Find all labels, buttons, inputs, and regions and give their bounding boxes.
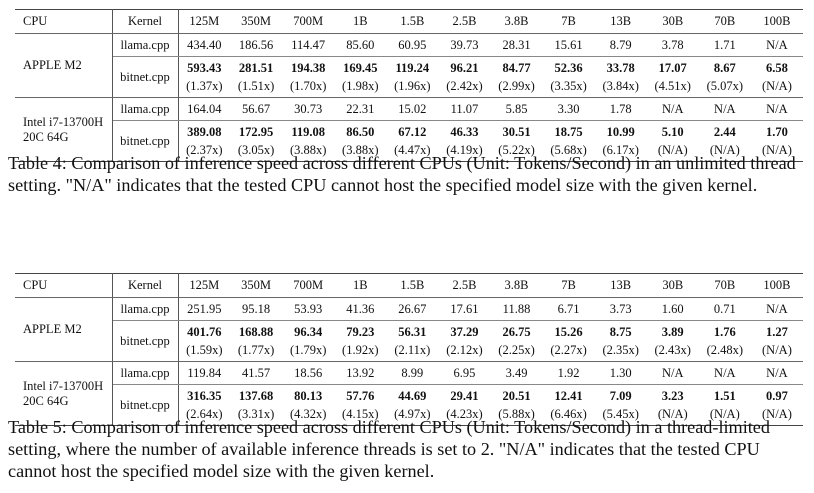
llama-value: N/A (699, 362, 751, 385)
column-header: 70B (699, 274, 751, 298)
table-row-llama (15, 362, 803, 385)
bitnet-cell (595, 321, 647, 362)
cpu-name-line: APPLE M2 (23, 322, 82, 336)
speedup-ratio: (N/A) (762, 78, 792, 93)
column-header: 1B (334, 274, 386, 298)
table-row-llama (15, 98, 803, 121)
column-header: 700M (282, 274, 334, 298)
speedup-ratio: (2.37x) (186, 142, 223, 157)
bitnet-cell (282, 321, 334, 362)
speedup-ratio: (N/A) (657, 142, 688, 157)
cpu-name-line: Intel i7-13700H (23, 114, 104, 129)
speedup-ratio: (N/A) (762, 406, 792, 421)
speedup-ratio: (2.11x) (394, 342, 431, 357)
speedup-ratio: (5.68x) (550, 142, 587, 157)
bitnet-value: 2.44 (713, 124, 736, 139)
bitnet-cell (386, 57, 438, 98)
llama-value: 186.56 (230, 34, 282, 57)
speedup-ratio: (1.98x) (342, 78, 379, 93)
bitnet-value: 5.10 (661, 124, 684, 139)
bitnet-value: 3.89 (661, 324, 684, 339)
speedup-ratio: (1.59x) (186, 342, 223, 357)
kernel-label: bitnet.cpp (112, 121, 178, 162)
speedup-ratio: (2.43x) (654, 342, 691, 357)
column-header: 350M (230, 274, 282, 298)
bitnet-cell (230, 57, 282, 98)
speedup-ratio: (2.99x) (498, 78, 535, 93)
llama-value: 17.61 (438, 298, 490, 321)
llama-value: 251.95 (178, 298, 230, 321)
kernel-label: bitnet.cpp (112, 385, 178, 426)
bitnet-value: 119.24 (395, 60, 430, 75)
llama-value: 1.78 (595, 98, 647, 121)
bitnet-value: 26.75 (502, 324, 531, 339)
speedup-ratio: (5.07x) (706, 78, 744, 93)
kernel-label: llama.cpp (112, 34, 178, 57)
header-row (15, 10, 803, 34)
column-header: 13B (595, 274, 647, 298)
speedup-ratio: (2.64x) (186, 406, 223, 421)
bitnet-value: 0.97 (765, 388, 788, 403)
speedup-ratio: (3.88x) (342, 142, 379, 157)
speedup-ratio: (4.97x) (394, 406, 431, 421)
bitnet-value: 1.51 (713, 388, 736, 403)
table-5-grid (15, 273, 803, 426)
llama-value: 1.60 (647, 298, 699, 321)
bitnet-cell (230, 321, 282, 362)
llama-value: 3.49 (490, 362, 542, 385)
llama-value: 11.07 (438, 98, 490, 121)
llama-value: 8.99 (386, 362, 438, 385)
bitnet-value: 8.75 (609, 324, 632, 339)
header-row (15, 274, 803, 298)
bitnet-value: 56.31 (398, 324, 427, 339)
bitnet-value: 168.88 (238, 324, 274, 339)
bitnet-value: 10.99 (606, 124, 635, 139)
bitnet-value: 1.76 (713, 324, 736, 339)
kernel-label: llama.cpp (112, 362, 178, 385)
bitnet-value: 96.21 (450, 60, 479, 75)
bitnet-value: 1.27 (765, 324, 788, 339)
kernel-label: bitnet.cpp (112, 321, 178, 362)
bitnet-value: 52.36 (554, 60, 583, 75)
speedup-ratio: (1.96x) (394, 78, 431, 93)
bitnet-cell (647, 57, 699, 98)
column-header: Kernel (112, 10, 178, 34)
column-header: 700M (282, 10, 334, 34)
speedup-ratio: (4.51x) (654, 78, 691, 93)
llama-value: 8.79 (595, 34, 647, 57)
llama-value: 119.84 (178, 362, 230, 385)
bitnet-value: 8.67 (713, 60, 736, 75)
llama-value: 30.73 (282, 98, 334, 121)
bitnet-value: 12.41 (554, 388, 583, 403)
llama-value: 1.92 (543, 362, 595, 385)
llama-value: 41.57 (230, 362, 282, 385)
bitnet-cell (178, 57, 230, 98)
column-header: 7B (543, 274, 595, 298)
column-header: 30B (647, 10, 699, 34)
bitnet-cell (490, 321, 542, 362)
speedup-ratio: (2.25x) (498, 342, 535, 357)
llama-value: 11.88 (490, 298, 542, 321)
bitnet-value: 96.34 (294, 324, 323, 339)
cpu-name (15, 34, 112, 98)
bitnet-cell (490, 57, 542, 98)
bitnet-value: 33.78 (606, 60, 635, 75)
llama-value: N/A (647, 362, 699, 385)
speedup-ratio: (5.45x) (602, 406, 639, 421)
column-header: 13B (595, 10, 647, 34)
speedup-ratio: (N/A) (762, 342, 792, 357)
bitnet-value: 172.95 (238, 124, 274, 139)
bitnet-cell (334, 321, 386, 362)
bitnet-value: 67.12 (398, 124, 427, 139)
llama-value: N/A (751, 34, 803, 57)
cpu-name (15, 298, 112, 362)
bitnet-cell (751, 321, 803, 362)
llama-value: N/A (647, 98, 699, 121)
bitnet-value: 57.76 (346, 388, 375, 403)
bitnet-value: 169.45 (343, 60, 378, 75)
speedup-ratio: (1.79x) (289, 342, 327, 357)
bitnet-cell (543, 321, 595, 362)
llama-value: 114.47 (282, 34, 334, 57)
llama-value: N/A (751, 98, 803, 121)
bitnet-value: 6.58 (765, 60, 788, 75)
bitnet-value: 86.50 (346, 124, 375, 139)
table-row-bitnet (15, 57, 803, 98)
speedup-ratio: (4.23x) (446, 406, 483, 421)
llama-value: 164.04 (178, 98, 230, 121)
column-header: 350M (230, 10, 282, 34)
bitnet-cell (751, 57, 803, 98)
speedup-ratio: (4.15x) (342, 406, 379, 421)
column-header: 2.5B (438, 274, 490, 298)
speedup-ratio: (2.48x) (706, 342, 744, 357)
speedup-ratio: (1.92x) (342, 342, 379, 357)
column-header: CPU (15, 274, 112, 298)
llama-value: 3.78 (647, 34, 699, 57)
llama-value: 6.71 (543, 298, 595, 321)
table-row-llama (15, 34, 803, 57)
llama-value: N/A (751, 298, 803, 321)
column-header: CPU (15, 10, 112, 34)
bitnet-cell (699, 321, 751, 362)
llama-value: 3.30 (543, 98, 595, 121)
bitnet-value: 3.23 (661, 388, 684, 403)
column-header: 1.5B (386, 10, 438, 34)
bitnet-cell (178, 321, 230, 362)
bitnet-value: 30.51 (502, 124, 531, 139)
bitnet-value: 79.23 (346, 324, 375, 339)
llama-value: 434.40 (178, 34, 230, 57)
bitnet-value: 46.33 (450, 124, 479, 139)
bitnet-value: 401.76 (187, 324, 222, 339)
column-header: 3.8B (490, 274, 542, 298)
column-header: 2.5B (438, 10, 490, 34)
column-header: 70B (699, 10, 751, 34)
llama-value: 1.71 (699, 34, 751, 57)
llama-value: 41.36 (334, 298, 386, 321)
table-row-bitnet (15, 321, 803, 362)
bitnet-cell (386, 321, 438, 362)
cpu-name-line: Intel i7-13700H (23, 378, 104, 393)
llama-value: 3.73 (595, 298, 647, 321)
column-header: 30B (647, 274, 699, 298)
column-header: 1.5B (386, 274, 438, 298)
speedup-ratio: (3.05x) (237, 142, 275, 157)
llama-value: 53.93 (282, 298, 334, 321)
bitnet-cell (334, 57, 386, 98)
cpu-name-line: 20C 64G (23, 393, 69, 408)
llama-value: 15.02 (386, 98, 438, 121)
bitnet-value: 281.51 (238, 60, 274, 75)
llama-value: 95.18 (230, 298, 282, 321)
bitnet-value: 17.07 (658, 60, 687, 75)
column-header: 3.8B (490, 10, 542, 34)
speedup-ratio: (2.42x) (446, 78, 483, 93)
speedup-ratio: (4.19x) (446, 142, 483, 157)
speedup-ratio: (3.84x) (602, 78, 639, 93)
speedup-ratio: (6.17x) (602, 142, 639, 157)
speedup-ratio: (1.77x) (237, 342, 275, 357)
llama-value: 1.30 (595, 362, 647, 385)
bitnet-cell (282, 57, 334, 98)
speedup-ratio: (N/A) (762, 142, 792, 157)
speedup-ratio: (3.88x) (289, 142, 327, 157)
table-row-llama (15, 298, 803, 321)
bitnet-value: 15.26 (554, 324, 583, 339)
column-header: 1B (334, 10, 386, 34)
llama-value: 39.73 (438, 34, 490, 57)
speedup-ratio: (N/A) (657, 406, 688, 421)
bitnet-value: 18.75 (554, 124, 583, 139)
bitnet-value: 389.08 (187, 124, 222, 139)
kernel-label: llama.cpp (112, 298, 178, 321)
speedup-ratio: (5.88x) (498, 406, 535, 421)
column-header: 7B (543, 10, 595, 34)
llama-value: 28.31 (490, 34, 542, 57)
table-5-caption: Table 5: Comparison of inference speed across different CPUs (Unit: Tokens/Second) in a thread-limited setting, where the number of available inference threads is set to 2. "N/A" indicates that the tested CPU cannot host the specified model size with the given kernel. (8, 417, 770, 481)
speedup-ratio: (2.12x) (446, 342, 483, 357)
bitnet-value: 29.41 (450, 388, 479, 403)
speedup-ratio: (6.46x) (550, 406, 587, 421)
bitnet-value: 84.77 (502, 60, 531, 75)
speedup-ratio: (4.32x) (289, 406, 327, 421)
bitnet-cell (543, 57, 595, 98)
bitnet-cell (699, 57, 751, 98)
llama-value: 26.67 (386, 298, 438, 321)
bitnet-value: 37.29 (450, 324, 479, 339)
speedup-ratio: (1.70x) (289, 78, 327, 93)
bitnet-cell (438, 57, 490, 98)
table-4-grid (15, 9, 803, 162)
speedup-ratio: (4.47x) (394, 142, 431, 157)
speedup-ratio: (N/A) (709, 406, 740, 421)
llama-value: 56.67 (230, 98, 282, 121)
table-4-caption: Table 4: Comparison of inference speed across different CPUs (Unit: Tokens/Second) in an unlimited thread setting. "N/A" indicates that the tested CPU cannot host the specified model size with the given kernel. (8, 153, 796, 195)
llama-value: 60.95 (386, 34, 438, 57)
bitnet-value: 20.51 (502, 388, 531, 403)
bitnet-value: 80.13 (294, 388, 323, 403)
bitnet-value: 316.35 (187, 388, 222, 403)
llama-value: 6.95 (438, 362, 490, 385)
speedup-ratio: (2.35x) (602, 342, 639, 357)
bitnet-cell (595, 57, 647, 98)
bitnet-value: 593.43 (187, 60, 222, 75)
bitnet-cell (438, 321, 490, 362)
bitnet-value: 44.69 (398, 388, 427, 403)
bitnet-cell (647, 321, 699, 362)
speedup-ratio: (1.37x) (186, 78, 223, 93)
cpu-name-line: APPLE M2 (23, 58, 82, 72)
column-header: Kernel (112, 274, 178, 298)
column-header: 125M (178, 274, 230, 298)
bitnet-value: 7.09 (609, 388, 632, 403)
speedup-ratio: (2.27x) (550, 342, 587, 357)
column-header: 100B (751, 274, 803, 298)
kernel-label: bitnet.cpp (112, 57, 178, 98)
llama-value: 5.85 (490, 98, 542, 121)
table-4 (15, 9, 803, 162)
llama-value: 0.71 (699, 298, 751, 321)
llama-value: 22.31 (334, 98, 386, 121)
table-5 (15, 273, 803, 426)
llama-value: N/A (751, 362, 803, 385)
bitnet-value: 1.70 (765, 124, 788, 139)
speedup-ratio: (1.51x) (237, 78, 275, 93)
speedup-ratio: (5.22x) (498, 142, 535, 157)
llama-value: N/A (699, 98, 751, 121)
column-header: 100B (751, 10, 803, 34)
speedup-ratio: (3.35x) (550, 78, 587, 93)
cpu-name-line: 20C 64G (23, 129, 69, 144)
speedup-ratio: (3.31x) (237, 406, 275, 421)
bitnet-value: 137.68 (238, 388, 274, 403)
kernel-label: llama.cpp (112, 98, 178, 121)
llama-value: 85.60 (334, 34, 386, 57)
llama-value: 13.92 (334, 362, 386, 385)
column-header: 125M (178, 10, 230, 34)
bitnet-value: 194.38 (291, 60, 326, 75)
bitnet-value: 119.08 (291, 124, 326, 139)
speedup-ratio: (N/A) (709, 142, 740, 157)
llama-value: 15.61 (543, 34, 595, 57)
llama-value: 18.56 (282, 362, 334, 385)
